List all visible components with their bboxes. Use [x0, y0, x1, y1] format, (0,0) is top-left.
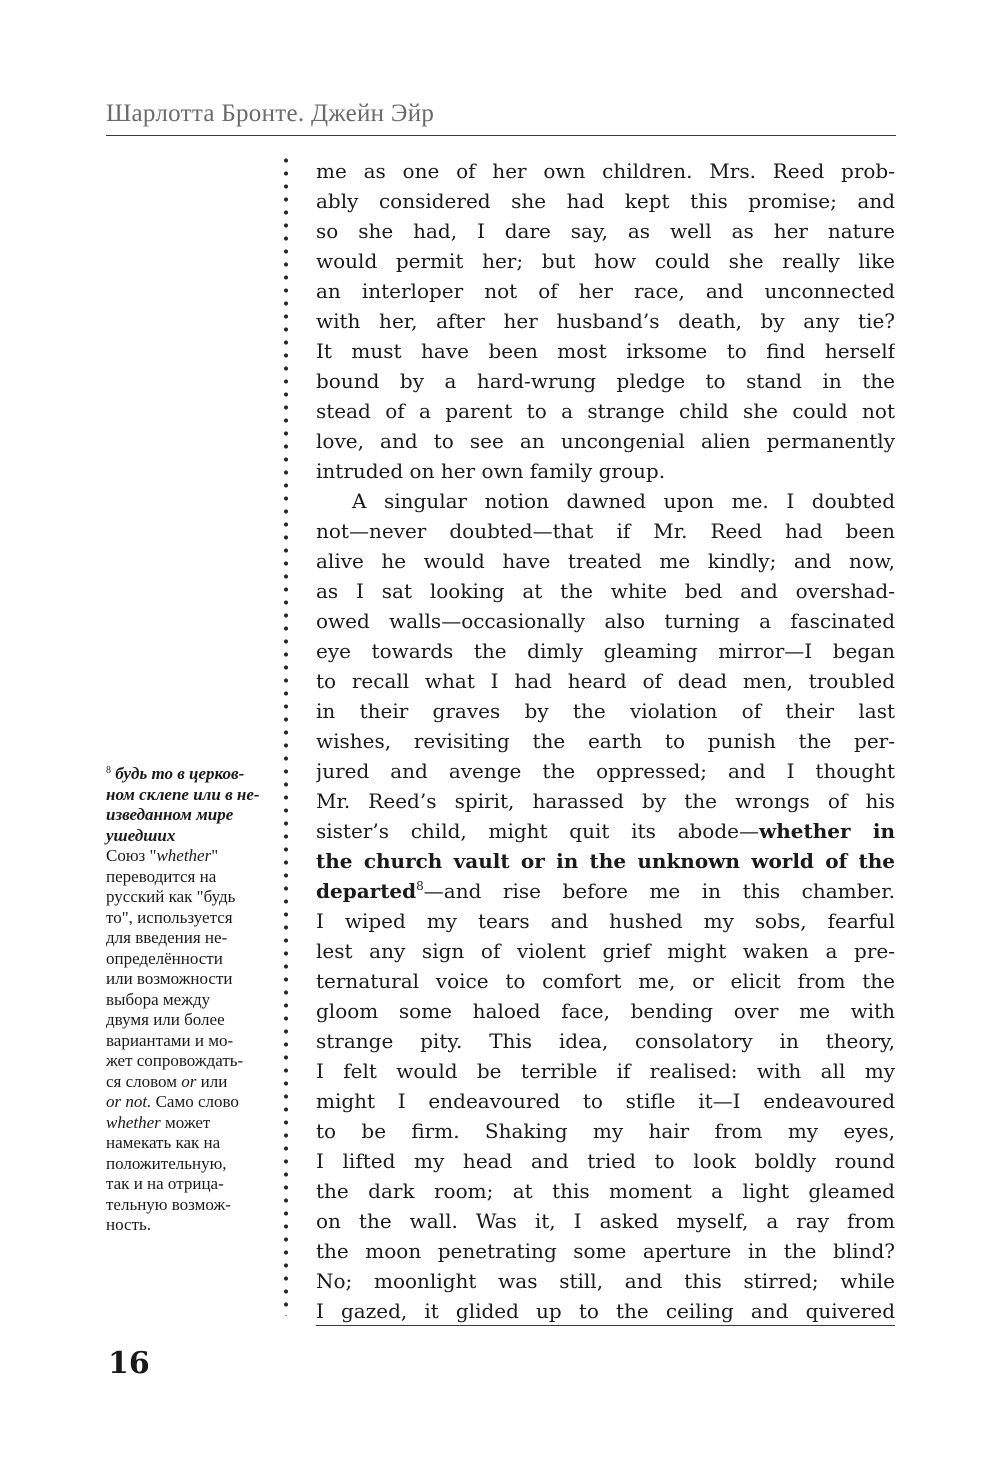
bold-phrase: whether in	[759, 819, 895, 843]
text-line: stead of a parent to a strange child she could not	[316, 399, 895, 423]
text-line: I gazed, it glided up to the ceiling and quivered	[316, 1299, 895, 1323]
text-line: on the wall. Was it, I asked myself, a ray from	[316, 1209, 895, 1233]
footnote-line: whether может	[106, 1112, 211, 1132]
footnote-line: положительную,	[106, 1153, 227, 1173]
text-line	[316, 876, 895, 906]
text-line: so she had, I dare say, as well as her nature	[316, 219, 895, 243]
footnote-term: whether	[156, 846, 212, 865]
footnote-line: ся словом or или	[106, 1071, 228, 1091]
dotted-margin-divider	[282, 154, 290, 1316]
footnote-term: whether	[106, 1112, 161, 1132]
header-rule	[106, 135, 896, 136]
text-line: Mr. Reed’s spirit, harassed by the wrongs of his	[316, 789, 895, 813]
footer-rule	[316, 1325, 895, 1326]
text-line: wishes, revisiting the earth to punish the per-	[316, 729, 895, 753]
footnote-line: русский как "будь	[106, 887, 236, 906]
text-line: eye towards the dimly gleaming mirror—I began	[316, 639, 895, 663]
footnote-term: or not.	[106, 1092, 152, 1111]
running-header: Шарлотта Бронте. Джейн Эйр	[106, 100, 435, 127]
text-line	[316, 816, 895, 846]
text-line: would permit her; but how could she really like	[316, 249, 895, 273]
footnote-line: or not. Само слово	[106, 1092, 239, 1111]
text-line: gloom some haloed face, bending over me with	[316, 999, 895, 1023]
text-segment: sister’s child, might quit its abode—	[316, 819, 759, 843]
footnote-ref: 8	[416, 879, 424, 893]
footnote-line: двумя или более	[106, 1010, 225, 1029]
text-line: the dark room; at this moment a light gleamed	[316, 1179, 895, 1203]
text-line: with her, after her husband’s death, by any tie?	[316, 309, 895, 333]
text-line: alive he would have treated me kindly; and now,	[316, 549, 895, 573]
footnote-line: тельную возмож-	[106, 1194, 231, 1214]
footnote-term: or	[181, 1071, 197, 1091]
text-line: It must have been most irksome to find herself	[316, 339, 895, 363]
text-line: an interloper not of her race, and unconnected	[316, 279, 895, 303]
text-segment: —and rise before me in this chamber.	[423, 879, 895, 903]
footnote-line: переводится на	[106, 866, 217, 886]
text-line: strange pity. This idea, consolatory in theory,	[316, 1029, 895, 1053]
footnote-title-line: ном склепе или в не-	[106, 784, 260, 804]
footnote-title-line: изведанном мире	[106, 805, 234, 824]
text-line: No; moonlight was still, and this stirred; while	[316, 1269, 895, 1293]
text-line: to recall what I had heard of dead men, troubled	[316, 669, 895, 693]
footnote-line: вариантами и мо-	[106, 1030, 234, 1050]
footnote-line: для введения не-	[106, 928, 228, 947]
text-line: jured and avenge the oppressed; and I thought	[316, 759, 895, 783]
text-line	[316, 846, 895, 876]
footnote-line: ность.	[106, 1215, 151, 1234]
text-line: lest any sign of violent grief might waken a pre-	[316, 939, 895, 963]
footnote-line: намекать как на	[106, 1133, 221, 1152]
text-line: ably considered she had kept this promise; and	[316, 189, 895, 213]
text-line: the moon penetrating some aperture in the blind?	[316, 1239, 895, 1263]
bold-phrase: departed	[316, 879, 417, 903]
text-line: love, and to see an uncongenial alien permanently	[316, 429, 895, 453]
footnote-title-line: $^8$ будь то в церков-	[106, 764, 245, 783]
text-line: not—never doubted—that if Mr. Reed had been	[316, 519, 895, 543]
footnote-line: то", используется	[106, 907, 233, 927]
text-line: intruded on her own family group.	[316, 459, 666, 483]
footnote-line: жет сопровождать-	[106, 1051, 244, 1070]
footnote-line: так и на отрица-	[106, 1174, 224, 1193]
text-line: I wiped my tears and hushed my sobs, fearful	[316, 909, 895, 933]
text-line: me as one of her own children. Mrs. Reed prob-	[316, 159, 895, 183]
text-line: as I sat looking at the white bed and overshad-	[316, 579, 895, 603]
margin-footnote	[106, 764, 266, 1236]
text-line: ternatural voice to comfort me, or elicit from the	[316, 969, 895, 993]
footnote-title-line: ушедших	[106, 825, 176, 845]
footnote-line: или возможности	[106, 969, 233, 988]
text-line: to be firm. Shaking my hair from my eyes,	[316, 1119, 895, 1143]
text-line: I lifted my head and tried to look boldly round	[316, 1149, 895, 1173]
page-number: 16	[108, 1346, 150, 1381]
text-line: bound by a hard-wrung pledge to stand in the	[316, 369, 895, 393]
footnote-line: определённости	[106, 948, 223, 968]
text-line: owed walls—occasionally also turning a fascinated	[316, 609, 895, 633]
footnote-line: выбора между	[106, 989, 211, 1009]
bold-phrase: the church vault or in the unknown world of the	[316, 849, 895, 873]
text-line: might I endeavoured to stifle it—I endeavoured	[316, 1089, 895, 1113]
footnote-number: 8	[106, 765, 111, 776]
footnote-line: Союз "whether"	[106, 846, 219, 865]
text-line: I felt would be terrible if realised: with all my	[316, 1059, 895, 1083]
body-text	[316, 156, 895, 1326]
paragraph-first-line: A singular notion dawned upon me. I doubted	[352, 489, 895, 513]
text-line: in their graves by the violation of their last	[316, 699, 895, 723]
